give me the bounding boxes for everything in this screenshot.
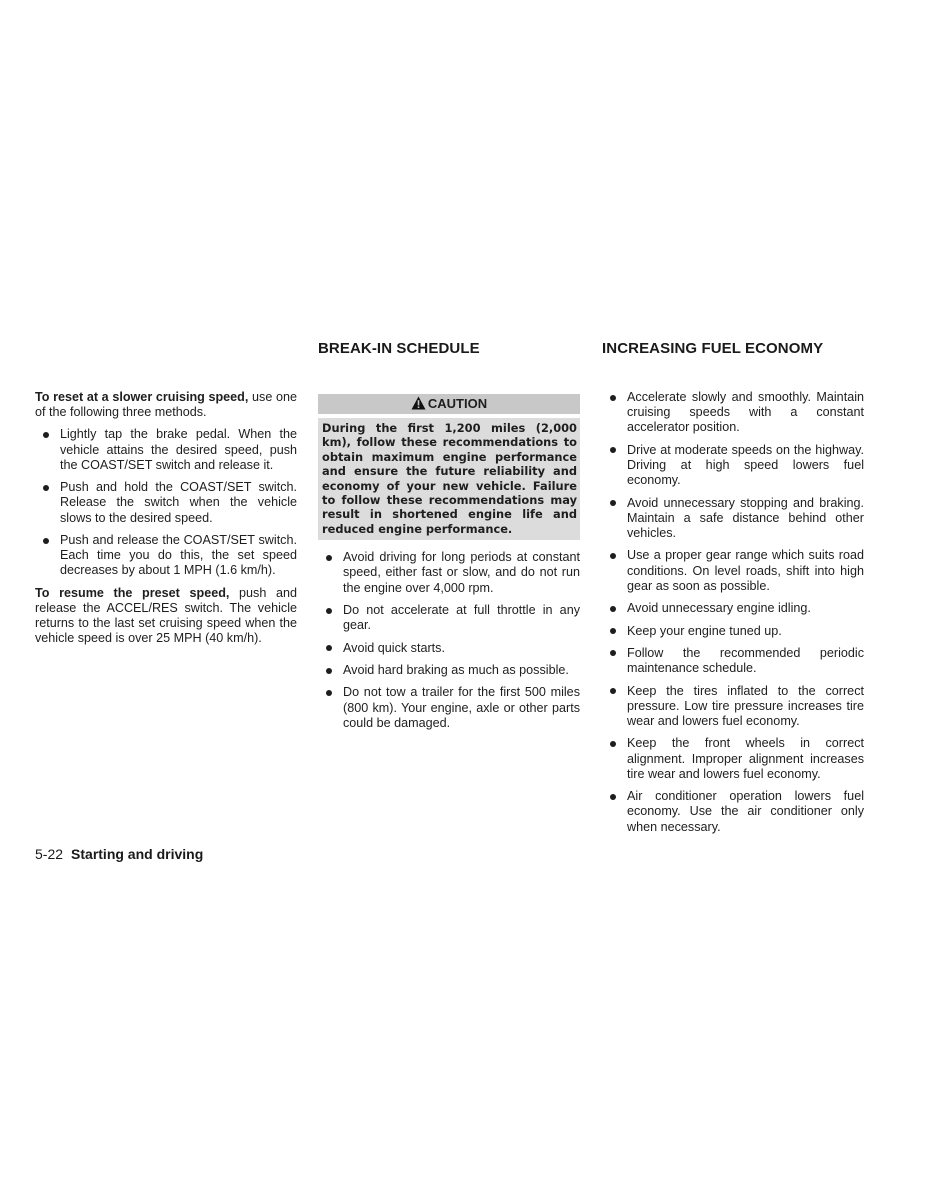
list-item-text: Push and release the COAST/SET switch. Each time you do this, the set speed decreases by about 1 MPH (1.6 km/h). [60, 533, 297, 578]
bullet-icon [610, 395, 616, 401]
list-item-text: Do not accelerate at full throttle in any gear. [343, 603, 580, 633]
list-item-text: Push and hold the COAST/SET switch. Release the switch when the vehicle slows to the desired speed. [60, 480, 297, 525]
list-item [35, 427, 297, 473]
left-column [35, 390, 297, 654]
right-column [602, 390, 864, 842]
caution-text: During the first 1,200 miles (2,000 km), follow these recommendations to obtain maximum engine performance and ensure the future reliability and economy of your new vehicle. Failure to follow these recommendations may result in shortened engine life and reduced engine performance. [318, 418, 580, 540]
list-item-text: Drive at moderate speeds on the highway. Driving at high speed lowers fuel economy. [627, 442, 864, 488]
bullet-icon [610, 606, 616, 612]
bullet-icon [43, 432, 49, 438]
bullet-icon [326, 668, 332, 674]
list-item [602, 736, 864, 782]
list-item-text: Avoid hard braking as much as possible. [343, 663, 569, 678]
bullet-icon [610, 553, 616, 559]
list-item [602, 601, 864, 616]
middle-column [318, 394, 580, 738]
bullet-icon [610, 500, 616, 506]
resume-text: push and release the ACCEL/RES switch. The vehicle returns to the last set cruising speed when the vehicle speed is over 25 MPH (40 km/h). [35, 585, 297, 646]
break-in-schedule-heading: BREAK-IN SCHEDULE [318, 340, 480, 357]
list-item-text: Keep the front wheels in correct alignment. Improper alignment increases tire wear and lowers fuel economy. [627, 736, 864, 781]
bullet-icon [326, 555, 332, 561]
list-item [602, 624, 864, 639]
list-item [602, 548, 864, 594]
list-item [318, 550, 580, 596]
list-item [35, 533, 297, 579]
bullet-icon [43, 538, 49, 544]
list-item-text: Follow the recommended periodic maintenance schedule. [627, 645, 864, 676]
list-item [318, 685, 580, 731]
reset-paragraph [35, 390, 297, 420]
fuel-economy-list [602, 390, 864, 835]
list-item-text: Lightly tap the brake pedal. When the vehicle attains the desired speed, push the COAST/SET switch and release it. [60, 427, 297, 472]
bullet-icon [610, 688, 616, 694]
bullet-icon [326, 645, 332, 651]
fuel-economy-heading: INCREASING FUEL ECONOMY [602, 340, 824, 357]
list-item [602, 390, 864, 436]
bullet-icon [326, 690, 332, 696]
list-item-text: Keep the tires inflated to the correct pressure. Low tire pressure increases tire wear and lowers fuel economy. [627, 683, 864, 728]
page-number: 5-22 [35, 846, 64, 862]
bullet-icon [610, 794, 616, 800]
list-item-text: Avoid unnecessary engine idling. [627, 601, 811, 616]
bullet-icon [610, 447, 616, 453]
list-item [318, 641, 580, 656]
list-item-text: Keep your engine tuned up. [627, 623, 782, 638]
list-item-text: Avoid driving for long periods at constant speed, either fast or slow, and do not run the engine over 4,000 rpm. [343, 550, 580, 595]
list-item-text: Avoid quick starts. [343, 640, 445, 655]
list-item-text: Do not tow a trailer for the first 500 miles (800 km). Your engine, axle or other parts could be damaged. [343, 685, 580, 730]
chapter-title: Starting and driving [71, 846, 204, 862]
list-item [318, 603, 580, 633]
caution-header [318, 394, 580, 414]
list-item [318, 663, 580, 678]
resume-lead: To resume the preset speed, [35, 585, 230, 600]
list-item [602, 496, 864, 542]
break-in-list [318, 550, 580, 731]
reset-lead: To reset at a slower cruising speed, [35, 390, 249, 404]
list-item-text: Avoid unnecessary stopping and braking. Maintain a safe distance behind other vehicles. [627, 495, 864, 540]
reset-methods-list [35, 427, 297, 578]
list-item [602, 443, 864, 489]
page-footer [35, 846, 203, 862]
reset-text: use one of the following three methods. [35, 390, 297, 420]
list-item [602, 789, 864, 835]
resume-paragraph [35, 586, 297, 647]
warning-triangle-icon [411, 396, 426, 410]
bullet-icon [43, 485, 49, 491]
bullet-icon [326, 608, 332, 614]
list-item [602, 684, 864, 730]
bullet-icon [610, 628, 616, 634]
list-item [602, 646, 864, 676]
list-item-text: Use a proper gear range which suits road conditions. On level roads, shift into high gear as soon as possible. [627, 548, 864, 593]
list-item [35, 480, 297, 526]
list-item-text: Accelerate slowly and smoothly. Maintain cruising speeds with a constant accelerator position. [627, 390, 864, 435]
caution-label: CAUTION [427, 396, 488, 411]
bullet-icon [610, 741, 616, 747]
bullet-icon [610, 650, 616, 656]
list-item-text: Air conditioner operation lowers fuel economy. Use the air conditioner only when necessary. [627, 789, 864, 834]
